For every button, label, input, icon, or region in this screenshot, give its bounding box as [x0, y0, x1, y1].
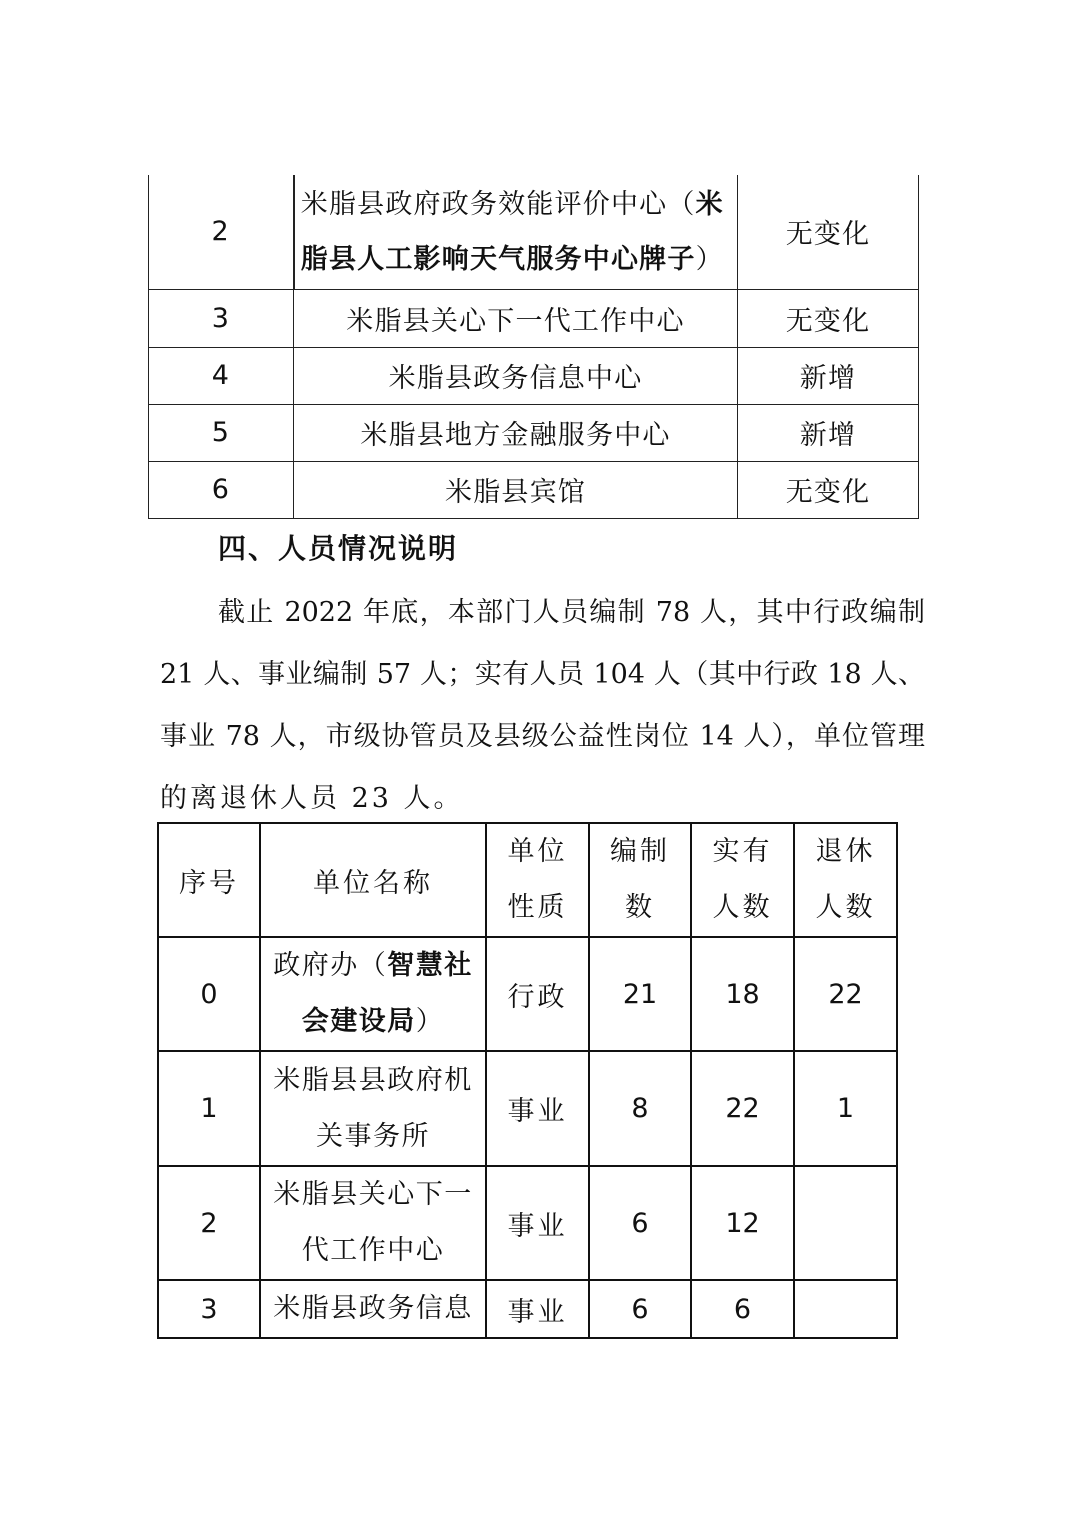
- change-status: 新增: [738, 404, 919, 461]
- header-number: 序号: [158, 823, 260, 937]
- row-number: 4: [149, 347, 294, 404]
- change-status: 新增: [738, 347, 919, 404]
- row-number: 3: [158, 1280, 260, 1338]
- actual-count: 6: [691, 1280, 794, 1338]
- row-number: 6: [149, 461, 294, 518]
- quota-count: 6: [589, 1280, 691, 1338]
- unit-name-cell: [260, 1166, 486, 1280]
- header-actual: 实有人数: [712, 836, 773, 923]
- paragraph-line: 的离退休人员 23 人。: [160, 783, 464, 814]
- table-row: [149, 347, 919, 404]
- unit-change-table: [148, 175, 919, 519]
- header-quota-cell: [589, 823, 691, 937]
- row-number: 2: [158, 1166, 260, 1280]
- row-number: 5: [149, 404, 294, 461]
- table-row: [149, 175, 919, 289]
- unit-name-part: ）: [695, 243, 724, 275]
- unit-name-part: ）: [415, 1006, 445, 1037]
- unit-name-cell: [260, 937, 486, 1051]
- retired-count: [794, 1166, 897, 1280]
- unit-name: 米脂县政务信息: [273, 1293, 473, 1324]
- unit-name: 米脂县宾馆: [294, 461, 738, 518]
- section-heading: 四、人员情况说明: [218, 532, 459, 565]
- table-row: [149, 404, 919, 461]
- unit-name: [301, 177, 731, 287]
- actual-count: 22: [691, 1051, 794, 1166]
- paragraph-line: 截止 2022 年底，本部门人员编制 78 人，其中行政编制: [218, 597, 925, 628]
- unit-type: 行政: [486, 937, 589, 1051]
- header-retired: 退休人数: [815, 836, 876, 923]
- unit-name: [271, 938, 475, 1050]
- table-row: [158, 1051, 897, 1166]
- unit-name-part: 政府办（: [273, 950, 388, 981]
- row-number: 3: [149, 289, 294, 347]
- header-unit-name: 单位名称: [260, 823, 486, 937]
- unit-name: 米脂县县政府机关事务所: [273, 1064, 473, 1152]
- unit-name: 米脂县政务信息中心: [294, 347, 738, 404]
- unit-name-cell: [260, 1051, 486, 1166]
- unit-type: 事业: [486, 1280, 589, 1338]
- unit-name: 米脂县关心下一代工作中心: [294, 289, 738, 347]
- paragraph-line: 21 人、事业编制 57 人；实有人员 104 人（其中行政 18 人、: [160, 659, 925, 690]
- unit-name-bold-part: 米脂县人工影响天气服务中心牌子: [300, 188, 724, 275]
- staffing-paragraph: [160, 582, 925, 830]
- header-actual-cell: [691, 823, 794, 937]
- table-header-row: [158, 823, 897, 937]
- table-row: [149, 289, 919, 347]
- unit-type: 事业: [486, 1051, 589, 1166]
- row-number: 0: [158, 937, 260, 1051]
- retired-count: 22: [794, 937, 897, 1051]
- table-row: [158, 1280, 897, 1338]
- paragraph-line: 事业 78 人，市级协管员及县级公益性岗位 14 人），单位管理: [160, 721, 925, 752]
- retired-count: [794, 1280, 897, 1338]
- change-status: 无变化: [738, 289, 919, 347]
- unit-name-part: 米脂县政府政务效能评价中心（: [300, 188, 696, 220]
- quota-count: 8: [589, 1051, 691, 1166]
- actual-count: 12: [691, 1166, 794, 1280]
- actual-count: 18: [691, 937, 794, 1051]
- row-number: 1: [158, 1051, 260, 1166]
- unit-name: 米脂县关心下一代工作中心: [273, 1179, 473, 1266]
- unit-name: 米脂县地方金融服务中心: [294, 404, 738, 461]
- unit-name-cell: [294, 175, 738, 289]
- change-status: 无变化: [738, 461, 919, 518]
- change-status: 无变化: [738, 175, 919, 289]
- staffing-table: [157, 822, 898, 1339]
- table-row: [149, 461, 919, 518]
- unit-name-cell: [260, 1280, 486, 1338]
- retired-count: 1: [794, 1051, 897, 1166]
- header-unit-type: 单位性质: [507, 836, 568, 923]
- quota-count: 6: [589, 1166, 691, 1280]
- header-retired-cell: [794, 823, 897, 937]
- table-row: [158, 1166, 897, 1280]
- unit-name-bold-part: 智慧社会建设局: [301, 950, 473, 1037]
- quota-count: 21: [589, 937, 691, 1051]
- header-quota: 编制数: [610, 836, 670, 923]
- row-number: 2: [149, 175, 294, 289]
- header-unit-type-cell: [486, 823, 589, 937]
- table-row: [158, 937, 897, 1051]
- unit-type: 事业: [486, 1166, 589, 1280]
